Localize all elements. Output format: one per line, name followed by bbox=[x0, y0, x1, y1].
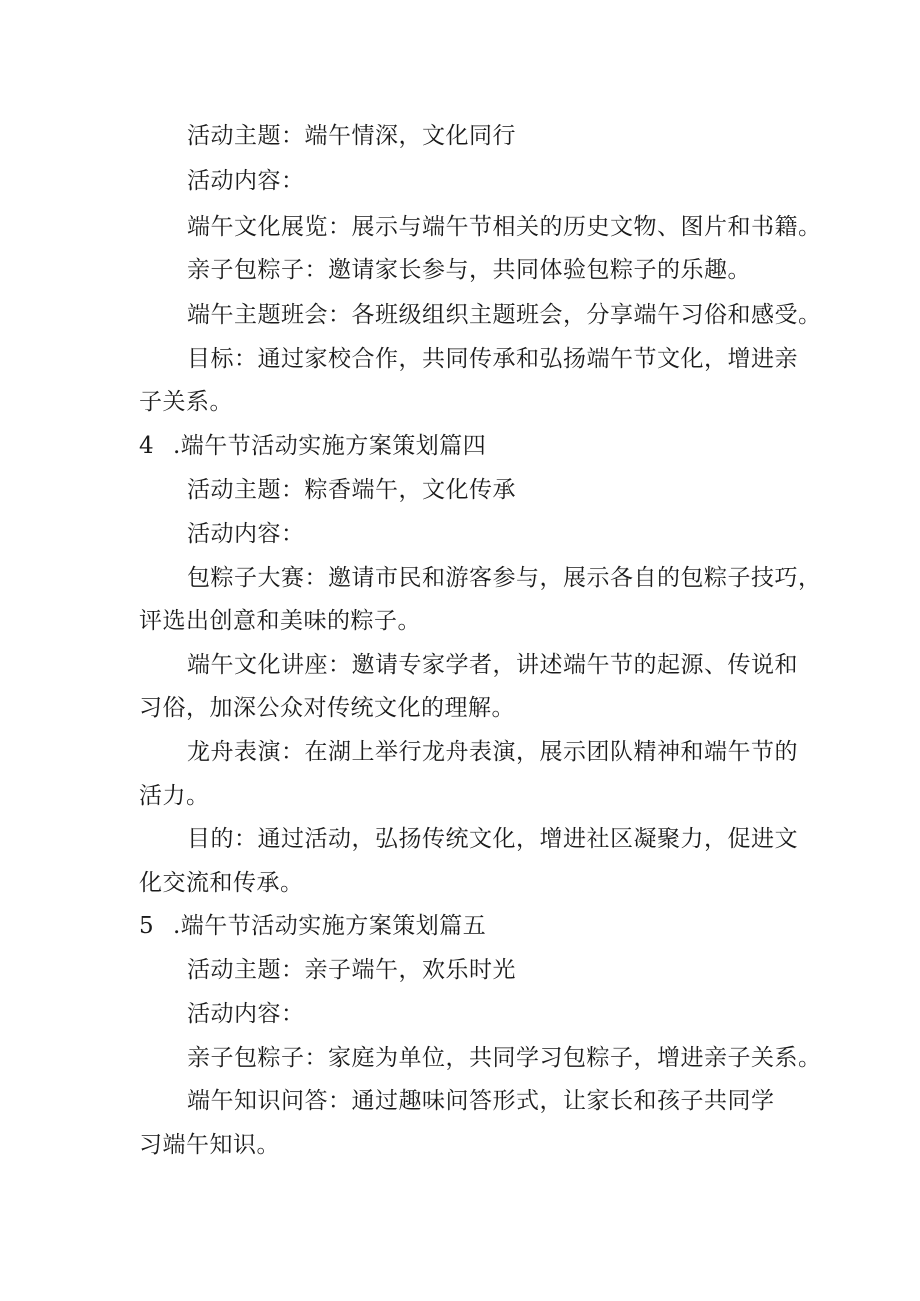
paragraph-contest-line-1: 包粽子大赛：邀请市民和游客参与，展示各自的包粽子技巧， bbox=[187, 565, 822, 591]
paragraph-purpose-line-1: 目的：通过活动，弘扬传统文化，增进社区凝聚力，促进文 bbox=[187, 826, 798, 852]
content-label-3: 活动内容： bbox=[187, 168, 305, 194]
paragraph-goal-line-1: 目标：通过家校合作，共同传承和弘扬端午节文化，增进亲 bbox=[187, 346, 798, 372]
paragraph-dragon-boat-line-1: 龙舟表演：在湖上举行龙舟表演，展示团队精神和端午节的 bbox=[187, 739, 798, 765]
section-number-4: 4 bbox=[139, 433, 155, 459]
paragraph-exhibition: 端午文化展览：展示与端午节相关的历史文物、图片和书籍。 bbox=[187, 214, 822, 240]
paragraph-quiz-line-2: 习端午知识。 bbox=[139, 1132, 280, 1158]
paragraph-class-meeting: 端午主题班会：各班级组织主题班会，分享端午习俗和感受。 bbox=[187, 302, 822, 328]
paragraph-parent-child-zongzi: 亲子包粽子：邀请家长参与，共同体验包粽子的乐趣。 bbox=[187, 257, 751, 283]
content-label-4: 活动内容： bbox=[187, 521, 305, 547]
section-heading-5 bbox=[139, 906, 486, 946]
section-title-4: .端午节活动实施方案策划篇四 bbox=[173, 433, 487, 459]
content-label-5: 活动内容： bbox=[187, 1001, 305, 1027]
section-number-5: 5 bbox=[139, 913, 155, 939]
paragraph-goal-line-2: 子关系。 bbox=[139, 389, 233, 415]
paragraph-dragon-boat-line-2: 活力。 bbox=[139, 783, 210, 809]
theme-line-4: 活动主题：粽香端午，文化传承 bbox=[187, 477, 516, 503]
paragraph-lecture-line-1: 端午文化讲座：邀请专家学者，讲述端午节的起源、传说和 bbox=[187, 652, 798, 678]
section-title-5: .端午节活动实施方案策划篇五 bbox=[173, 913, 487, 939]
theme-line-5: 活动主题：亲子端午，欢乐时光 bbox=[187, 957, 516, 983]
paragraph-purpose-line-2: 化交流和传承。 bbox=[139, 870, 304, 896]
paragraph-family-zongzi: 亲子包粽子：家庭为单位，共同学习包粽子，增进亲子关系。 bbox=[187, 1045, 822, 1071]
paragraph-quiz-line-1: 端午知识问答：通过趣味问答形式，让家长和孩子共同学 bbox=[187, 1088, 775, 1114]
paragraph-contest-line-2: 评选出创意和美味的粽子。 bbox=[139, 608, 421, 634]
section-heading-4 bbox=[139, 426, 486, 466]
paragraph-lecture-line-2: 习俗，加深公众对传统文化的理解。 bbox=[139, 695, 515, 721]
theme-line-3: 活动主题：端午情深，文化同行 bbox=[187, 123, 516, 149]
